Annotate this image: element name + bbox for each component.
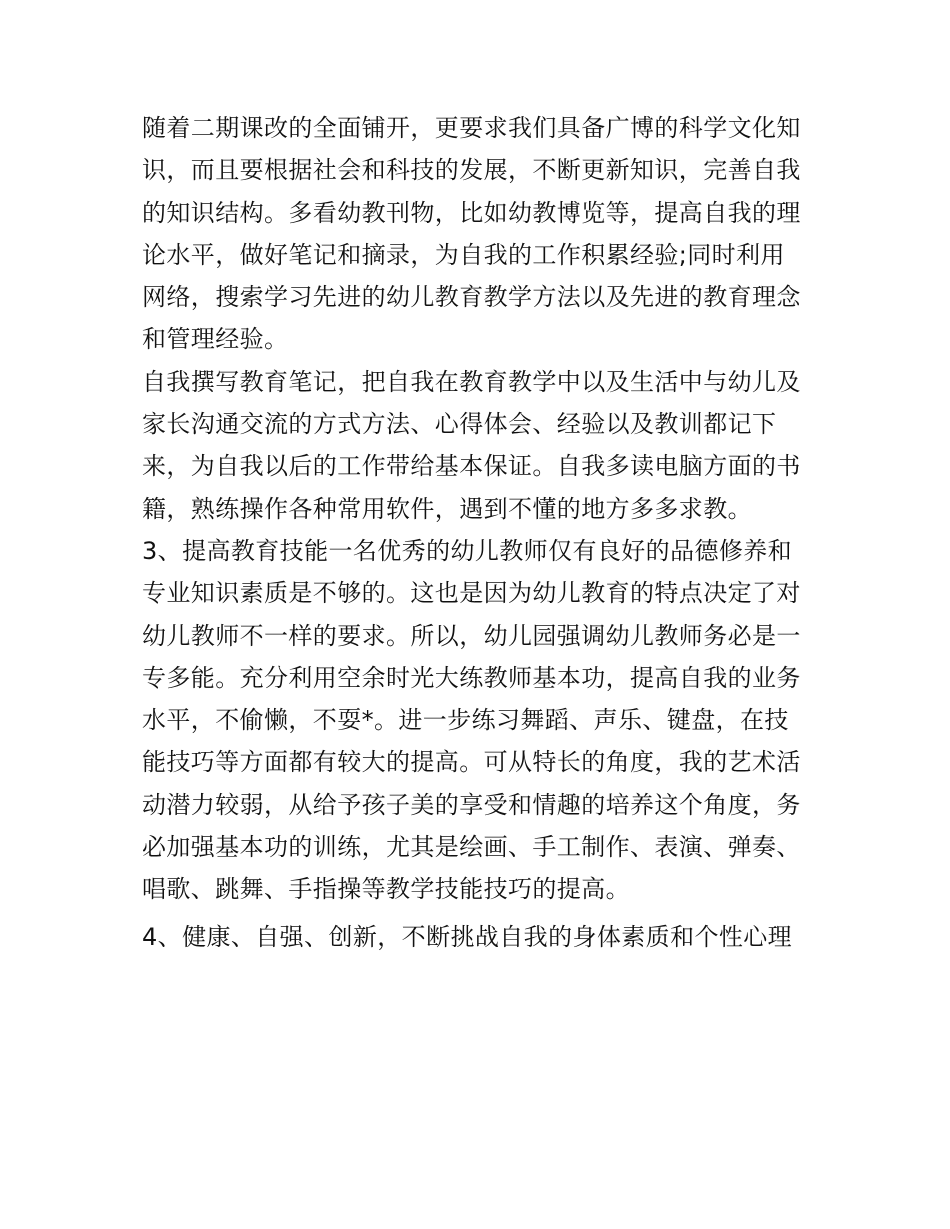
text-line: 动潜力较弱，从给予孩子美的享受和情趣的培养这个角度，务 [142, 790, 801, 819]
text-line: 籍，熟练操作各种常用软件，遇到不懂的地方多多求教。 [142, 494, 752, 523]
text-line: 网络，搜索学习先进的幼儿教育教学方法以及先进的教育理念 [142, 283, 801, 312]
text-line: 专业知识素质是不够的。这也是因为幼儿教育的特点决定了对 [142, 579, 801, 608]
text-line: 幼儿教师不一样的要求。所以，幼儿园强调幼儿教师务必是一 [142, 621, 801, 650]
text-line: 随着二期课改的全面铺开，更要求我们具备广博的科学文化知 [142, 114, 801, 142]
text-line: 唱歌、跳舞、手指操等教学技能技巧的提高。 [142, 875, 630, 904]
text-line: 和管理经验。 [142, 325, 289, 354]
paragraph-1 [142, 107, 832, 361]
text-line: 必加强基本功的训练，尤其是绘画、手工制作、表演、弹奏、 [142, 833, 801, 862]
text-line: 4、健康、自强、创新，不断挑战自我的身体素质和个性心理 [142, 922, 793, 951]
text-line: 识，而且要根据社会和科技的发展，不断更新知识，完善自我 [142, 156, 801, 185]
document-body [142, 107, 832, 958]
text-line: 水平，不偷懒，不耍*。进一步练习舞蹈、声乐、键盘，在技 [142, 706, 789, 735]
paragraph-2 [142, 361, 832, 530]
text-line: 来，为自我以后的工作带给基本保证。自我多读电脑方面的书 [142, 452, 801, 481]
text-line: 能技巧等方面都有较大的提高。可从特长的角度，我的艺术活 [142, 748, 801, 777]
text-line: 论水平，做好笔记和摘录，为自我的工作积累经验;同时利用 [142, 240, 785, 269]
text-line: 专多能。充分利用空余时光大练教师基本功，提高自我的业务 [142, 663, 801, 692]
text-line: 自我撰写教育笔记，把自我在教育教学中以及生活中与幼儿及 [142, 367, 801, 396]
text-line: 家长沟通交流的方式方法、心得体会、经验以及教训都记下 [142, 410, 777, 439]
paragraph-3 [142, 530, 832, 911]
paragraph-4 [142, 916, 832, 958]
text-line: 3、提高教育技能一名优秀的幼儿教师仅有良好的品德修养和 [142, 536, 793, 565]
text-line: 的知识结构。多看幼教刊物，比如幼教博览等，提高自我的理 [142, 198, 801, 227]
